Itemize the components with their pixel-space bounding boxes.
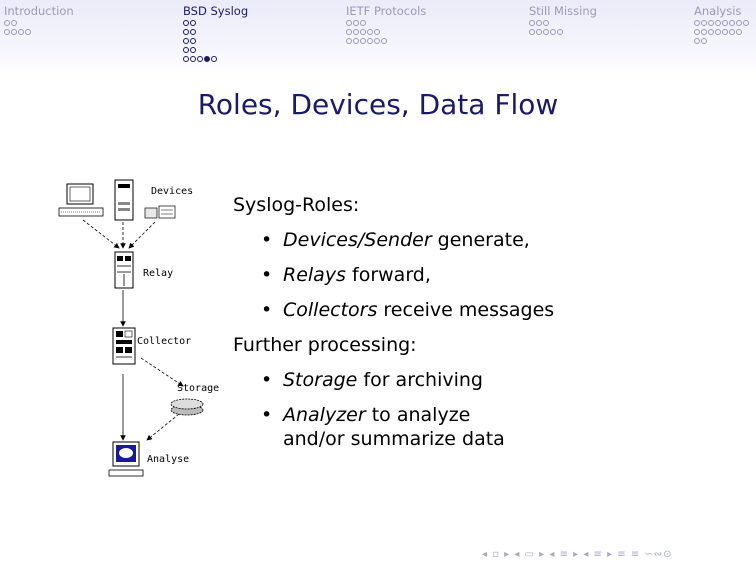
nav-dot-row [183,47,218,56]
nav-section-ietf-protocols[interactable] [346,4,426,18]
nav-frame-dot[interactable] [183,38,189,44]
nav-section-bsd-syslog[interactable] [183,4,248,18]
further-processing-heading: Further processing: [233,334,417,356]
nav-frame-dot[interactable] [197,56,203,62]
nav-dot-row [4,29,32,38]
nav-frame-dot[interactable] [11,29,17,35]
nav-dot-row [346,38,388,47]
bullet: • [261,369,273,391]
nav-frame-dot[interactable] [183,56,189,62]
nav-frame-dot[interactable] [190,38,196,44]
nav-dots [4,20,32,38]
nav-frame-dot[interactable] [190,47,196,53]
storage-label: Storage [177,383,220,394]
nav-dot-row [529,20,564,29]
nav-frame-dot[interactable] [550,29,556,35]
slide-title: Roles, Devices, Data Flow [197,88,559,121]
nav-dot-row [4,20,32,29]
nav-frame-dot[interactable] [736,29,742,35]
processing-text: to analyze [365,404,471,426]
nav-section-label: IETF Protocols [346,4,427,18]
nav-dot-row [183,20,218,29]
nav-dot-row [529,29,564,38]
relay-label: Relay [143,268,174,279]
role-text: forward, [345,264,431,286]
syslog-roles-heading: Syslog-Roles: [233,194,360,216]
nav-frame-dot[interactable] [729,29,735,35]
desktop-computer-icon [59,184,103,216]
network-device-icon [145,206,175,218]
nav-dot-row [694,20,750,29]
storage-disk-icon [171,399,203,415]
nav-section-label: BSD Syslog [183,4,249,18]
server-tower-icon [115,180,133,220]
role-term: Relays [283,264,346,286]
nav-dot-row [183,29,218,38]
nav-frame-dot[interactable] [190,56,196,62]
nav-frame-dot[interactable] [722,29,728,35]
list-item [233,368,554,392]
nav-frame-dot[interactable] [701,29,707,35]
nav-frame-dot[interactable] [729,20,735,26]
nav-frame-dot[interactable] [353,29,359,35]
list-item [233,228,554,252]
nav-frame-dot[interactable] [701,38,707,44]
nav-section-label: Introduction [4,4,74,18]
nav-frame-dot[interactable] [374,29,380,35]
syslog-flow-diagram [55,178,235,488]
analyse-monitor-icon [109,442,143,476]
nav-frame-dot[interactable] [204,56,210,62]
bullet: • [261,404,273,426]
nav-frame-dot[interactable] [529,29,535,35]
slide-content [233,193,554,462]
nav-frame-dot[interactable] [360,29,366,35]
processing-term: Storage [283,369,358,391]
nav-frame-dot[interactable] [722,20,728,26]
nav-frame-dot[interactable] [708,29,714,35]
collector-icon [113,328,135,364]
analyse-label: Analyse [147,454,190,465]
nav-frame-dot[interactable] [701,20,707,26]
nav-frame-dot[interactable] [353,20,359,26]
processing-text: for archiving [357,369,483,391]
nav-dot-row [183,38,218,47]
nav-frame-dot[interactable] [543,20,549,26]
nav-frame-dot[interactable] [715,29,721,35]
nav-frame-dot[interactable] [543,29,549,35]
nav-frame-dot[interactable] [25,29,31,35]
nav-frame-dot[interactable] [346,38,352,44]
nav-frame-dot[interactable] [353,38,359,44]
beamer-navigation-symbols[interactable]: ◂ ▫ ▸ ◂ ▭ ▸ ◂ ≡ ▸ ◂ ≡ ▸ ≡ ≡ ∽∾⊙ [482,549,673,560]
processing-text-continued: and/or summarize data [283,428,505,450]
nav-frame-dot[interactable] [4,29,10,35]
nav-frame-dot[interactable] [743,20,749,26]
nav-dots [694,20,750,47]
devices-label: Devices [151,186,194,197]
nav-frame-dot[interactable] [557,29,563,35]
nav-section-label: Still Missing [529,4,597,18]
nav-frame-dot[interactable] [360,20,366,26]
role-text: receive messages [377,299,555,321]
role-text: generate, [431,229,530,251]
nav-dots [529,20,564,38]
nav-frame-dot[interactable] [381,38,387,44]
nav-dot-row [694,38,750,47]
nav-section-introduction[interactable] [4,4,74,18]
relay-icon [115,252,133,288]
nav-frame-dot[interactable] [536,20,542,26]
nav-frame-dot[interactable] [183,20,189,26]
nav-frame-dot[interactable] [18,29,24,35]
nav-frame-dot[interactable] [708,20,714,26]
nav-frame-dot[interactable] [367,38,373,44]
nav-frame-dot[interactable] [360,38,366,44]
section-navigation-bar [0,0,756,74]
nav-frame-dot[interactable] [536,29,542,35]
nav-frame-dot[interactable] [346,29,352,35]
nav-frame-dot[interactable] [190,29,196,35]
nav-dot-row [346,29,388,38]
nav-dot-row [694,29,750,38]
nav-section-still-missing[interactable] [529,4,597,18]
nav-dot-row [346,20,388,29]
nav-frame-dot[interactable] [694,29,700,35]
role-term: Devices/Sender [283,229,432,251]
nav-frame-dot[interactable] [374,38,380,44]
nav-frame-dot[interactable] [4,20,10,26]
processing-term: Analyzer [283,404,366,426]
nav-frame-dot[interactable] [367,29,373,35]
bullet: • [261,229,273,251]
nav-frame-dot[interactable] [190,20,196,26]
nav-dots [346,20,388,47]
nav-section-label: Analysis [694,4,742,18]
nav-section-analysis[interactable] [694,4,741,18]
nav-frame-dot[interactable] [736,20,742,26]
nav-dot-row [183,56,218,65]
nav-frame-dot[interactable] [529,20,535,26]
nav-frame-dot[interactable] [346,20,352,26]
list-item [233,403,554,451]
nav-dots [183,20,218,65]
list-item [233,263,554,287]
nav-frame-dot[interactable] [694,20,700,26]
collector-label: Collector [137,336,192,347]
nav-frame-dot[interactable] [715,20,721,26]
nav-frame-dot[interactable] [11,20,17,26]
list-item [233,298,554,322]
nav-frame-dot[interactable] [211,56,217,62]
nav-frame-dot[interactable] [694,38,700,44]
nav-frame-dot[interactable] [183,29,189,35]
nav-frame-dot[interactable] [183,47,189,53]
bullet: • [261,299,273,321]
role-term: Collectors [283,299,378,321]
bullet: • [261,264,273,286]
